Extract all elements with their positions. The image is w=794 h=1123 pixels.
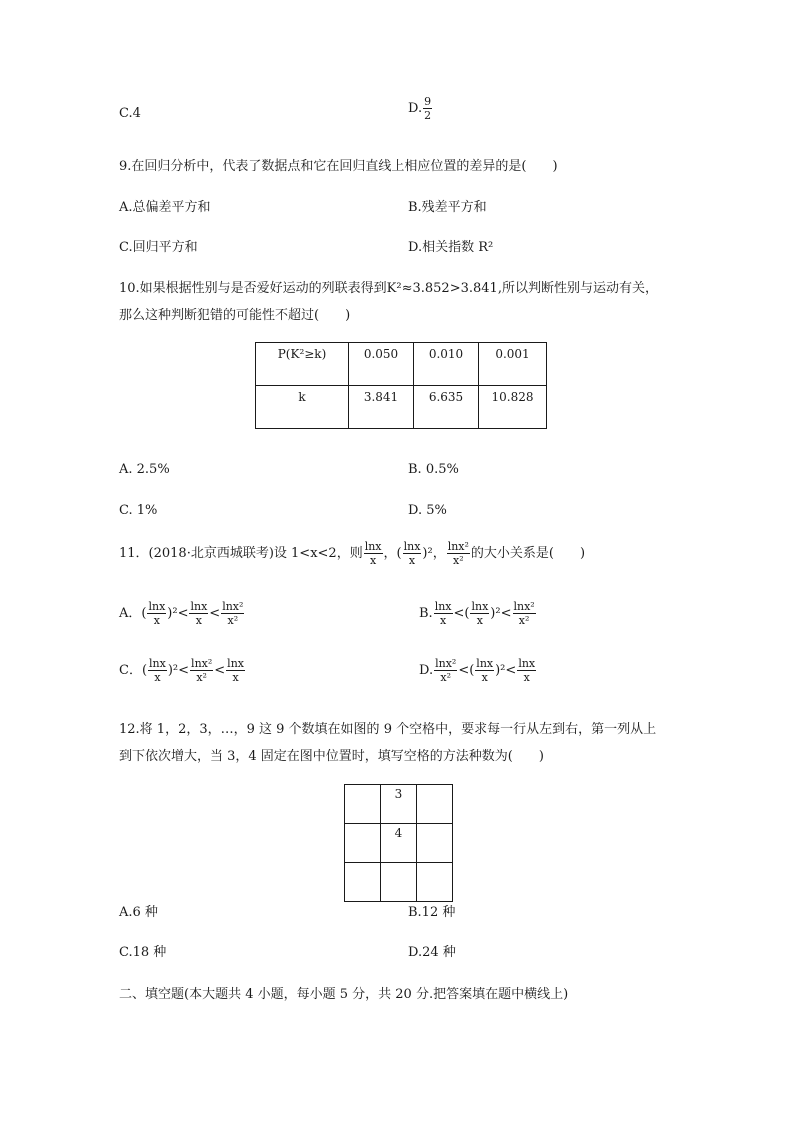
denominator: x (481, 671, 488, 684)
q10-option-a: A. 2.5% (119, 462, 170, 477)
q12-option-b: B.12 种 (408, 905, 456, 920)
denominator: x (523, 671, 530, 684)
denominator: x² (196, 671, 207, 684)
grid-cell (381, 863, 417, 902)
q10-option-d: D. 5% (408, 503, 447, 518)
denominator: x² (518, 614, 530, 627)
option-label: B. (419, 606, 433, 621)
fraction (475, 658, 494, 683)
fraction (434, 658, 457, 683)
table-cell: 0.001 (479, 343, 547, 386)
table-cell: 3.841 (349, 386, 414, 429)
fraction (470, 601, 489, 626)
numerator: lnx (364, 540, 382, 553)
q12-stem-line2: 到下依次增大，当 3，4 固定在图中位置时，填写空格的方法种数为( ) (119, 749, 544, 764)
paren: )² (167, 663, 179, 678)
fraction (226, 658, 245, 683)
numerator: 9 (424, 95, 432, 108)
numerator: lnx (190, 600, 208, 613)
table-cell: P(K²≥k) (256, 343, 349, 386)
option-label: D. (419, 663, 434, 678)
fraction (221, 601, 244, 626)
denominator: x (476, 614, 483, 627)
fraction (517, 658, 536, 683)
fraction (423, 96, 432, 121)
denominator: x (153, 614, 160, 627)
denominator: x (154, 671, 161, 684)
q12-stem-line1: 12.将 1，2，3，…，9 这 9 个数填在如图的 9 个空格中，要求每一行从左到右，第一列从上 (119, 722, 657, 737)
q11-option-a (119, 601, 245, 626)
paren: ( (469, 663, 475, 678)
paren: )² (495, 663, 506, 678)
numerator: lnx² (222, 600, 244, 613)
q8-option-d (408, 96, 433, 121)
numerator: lnx² (447, 540, 469, 553)
denominator: x (232, 671, 239, 684)
less-than: < (500, 606, 512, 621)
denominator: x² (453, 554, 464, 567)
numerator: lnx² (435, 657, 457, 670)
fraction (147, 601, 166, 626)
grid-cell (417, 863, 453, 902)
option-label: C． (119, 663, 142, 678)
table-cell: 6.635 (414, 386, 479, 429)
q12-option-a: A.6 种 (119, 905, 158, 920)
q11-option-d (419, 658, 537, 683)
grid-cell (345, 785, 381, 824)
q9-option-d: D.相关指数 R² (408, 240, 494, 255)
denominator: x² (227, 614, 239, 627)
q9-option-a: A.总偏差平方和 (119, 200, 211, 215)
less-than: < (209, 606, 221, 621)
q12-option-d: D.24 种 (408, 945, 456, 960)
grid-cell (345, 863, 381, 902)
numerator: lnx (403, 540, 421, 553)
fraction (434, 601, 453, 626)
less-than: < (458, 663, 470, 678)
paren: ( (464, 606, 470, 621)
q11-stem-suffix: 的大小关系是( ) (470, 546, 586, 561)
numerator: lnx (149, 657, 166, 670)
denominator: x (370, 554, 377, 567)
q8-option-c: C.4 (119, 106, 141, 121)
fraction (364, 541, 383, 566)
grid-cell (417, 785, 453, 824)
q11-stem-prefix: 11．(2018·北京西城联考)设 1<x<2，则 (119, 546, 363, 561)
q10-stem-line2: 那么这种判断犯错的可能性不超过( ) (119, 308, 351, 323)
grid-cell: 3 (381, 785, 417, 824)
number-grid (344, 784, 453, 902)
denominator: x² (440, 671, 452, 684)
numerator: lnx² (513, 600, 535, 613)
grid-row (345, 863, 453, 902)
less-than: < (505, 663, 517, 678)
less-than: < (214, 663, 226, 678)
denominator: 2 (424, 109, 432, 122)
table-cell: k (256, 386, 349, 429)
grid-row (345, 824, 453, 863)
denominator: x (195, 614, 202, 627)
numerator: lnx (471, 600, 489, 613)
section-two-heading: 二、填空题(本大题共 4 小题，每小题 5 分，共 20 分.把答案填在题中横线上) (119, 987, 569, 1002)
fraction (148, 658, 167, 683)
numerator: lnx (518, 657, 536, 670)
grid-cell (417, 824, 453, 863)
separator: )²， (422, 546, 446, 561)
fraction (447, 541, 470, 566)
less-than: < (453, 606, 465, 621)
table-cell: 0.050 (349, 343, 414, 386)
grid-cell: 4 (381, 824, 417, 863)
denominator: x (439, 614, 447, 627)
paren: )² (490, 606, 501, 621)
k-critical-value-table (255, 342, 547, 429)
table-row (256, 386, 547, 429)
less-than: < (178, 663, 190, 678)
grid-cell (345, 824, 381, 863)
numerator: lnx (434, 600, 452, 613)
q9-option-b: B.残差平方和 (408, 200, 487, 215)
table-cell: 10.828 (479, 386, 547, 429)
fraction (513, 601, 536, 626)
paren: ( (141, 606, 147, 621)
q9-option-c: C.回归平方和 (119, 240, 198, 255)
table-cell: 0.010 (414, 343, 479, 386)
fraction (189, 601, 208, 626)
q10-option-b: B. 0.5% (408, 462, 459, 477)
q10-option-c: C. 1% (119, 503, 158, 518)
q12-option-c: C.18 种 (119, 945, 167, 960)
denominator: x (408, 554, 416, 567)
q11-option-b (419, 601, 537, 626)
q11-stem (119, 541, 585, 566)
numerator: lnx (476, 657, 494, 670)
numerator: lnx² (191, 657, 213, 670)
q8-option-d-label: D. (408, 101, 423, 116)
q10-stem-line1: 10.如果根据性别与是否爱好运动的列联表得到K²≈3.852>3.841,所以判断性别与运动有关， (119, 281, 658, 296)
numerator: lnx (148, 600, 166, 613)
paren: ( (141, 663, 148, 678)
fraction (190, 658, 213, 683)
separator: ，( (383, 546, 402, 561)
option-label: A． (119, 606, 142, 621)
q9-stem: 9.在回归分析中，代表了数据点和它在回归直线上相应位置的差异的是( ) (119, 159, 558, 174)
q11-option-c (119, 658, 246, 683)
less-than: < (177, 606, 189, 621)
paren: )² (167, 606, 178, 621)
table-row (256, 343, 547, 386)
fraction (403, 541, 422, 566)
grid-row (345, 785, 453, 824)
numerator: lnx (227, 657, 244, 670)
